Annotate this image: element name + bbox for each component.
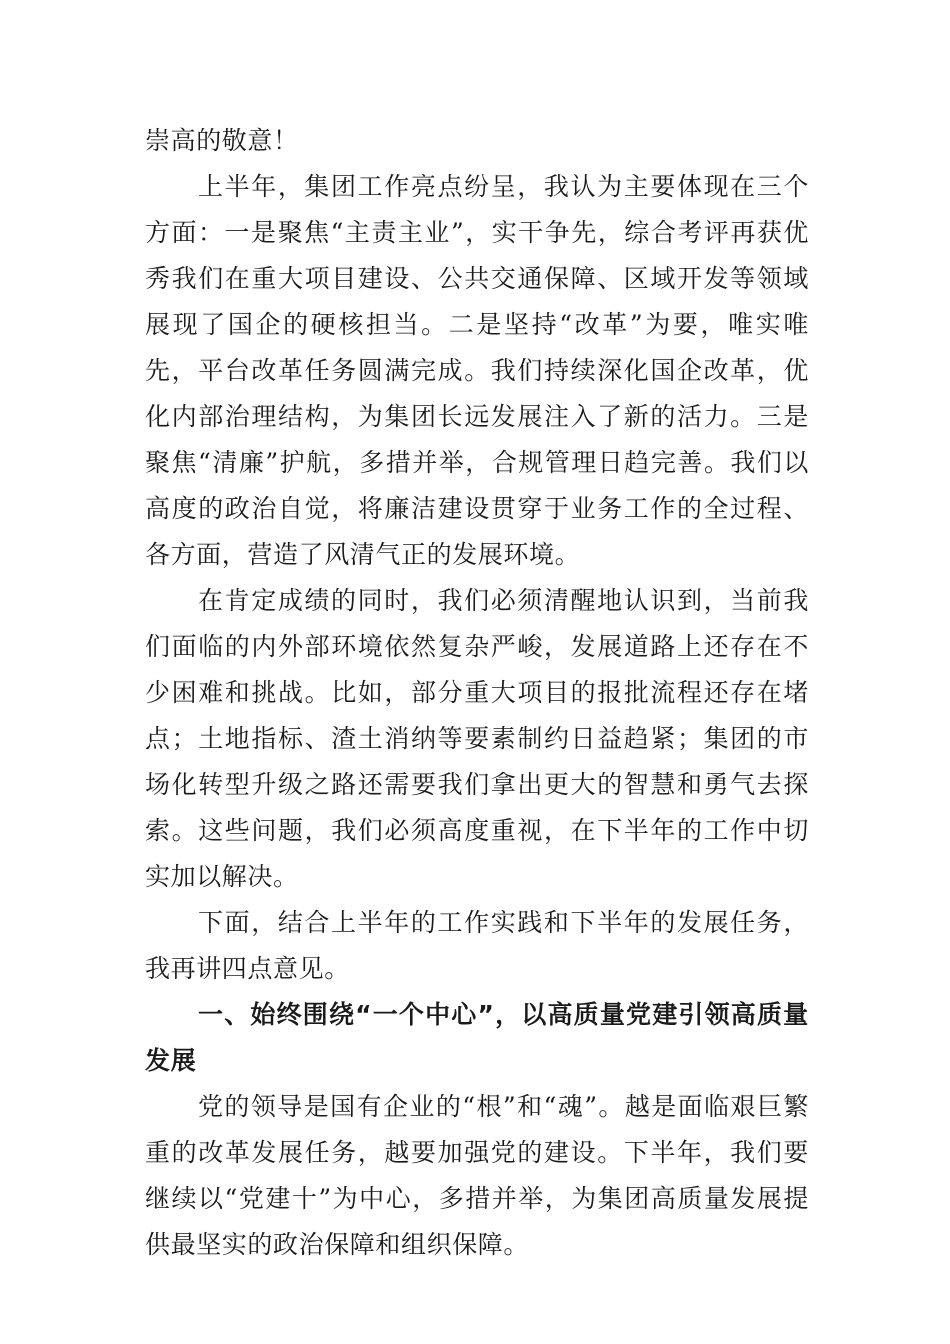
document-body — [145, 118, 809, 1268]
paragraph-party-leadership: 党的领导是国有企业的“根”和“魂”。越是面临艰巨繁重的改革发展任务，越要加强党的建设。下半年，我们要继续以“党建十”为中心，多措并举，为集团高质量发展提供最坚实的政治保障和组织保障。 — [145, 1092, 809, 1259]
paragraph-challenges: 在肯定成绩的同时，我们必须清醒地认识到，当前我们面临的内外部环境依然复杂严峻，发展道路上还存在不少困难和挑战。比如，部分重大项目的报批流程还存在堵点；土地指标、渣土消纳等要素制约日益趋紧；集团的市场化转型升级之路还需要我们拿出更大的智慧和勇气去探索。这些问题，我们必须高度重视，在下半年的工作中切实加以解决。 — [145, 586, 809, 891]
section-heading-one: 一、始终围绕“一个中心”，以高质量党建引领高质量发展 — [145, 1000, 809, 1075]
paragraph-transition: 下面，结合上半年的工作实践和下半年的发展任务，我再讲四点意见。 — [145, 908, 809, 983]
paragraph-continuation: 崇高的敬意！ — [145, 126, 299, 155]
paragraph-first-half-highlights: 上半年，集团工作亮点纷呈，我认为主要体现在三个方面：一是聚焦“主责主业”，实干争先，综合考评再获优秀我们在重大项目建设、公共交通保障、区域开发等领域展现了国企的硬核担当。二是坚持“改革”为要，唯实唯先，平台改革任务圆满完成。我们持续深化国企改革，优化内部治理结构，为集团长远发展注入了新的活力。三是聚焦“清廉”护航，多措并举，合规管理日趋完善。我们以高度的政治自觉，将廉洁建设贯穿于业务工作的全过程、各方面，营造了风清气正的发展环境。 — [145, 172, 809, 569]
